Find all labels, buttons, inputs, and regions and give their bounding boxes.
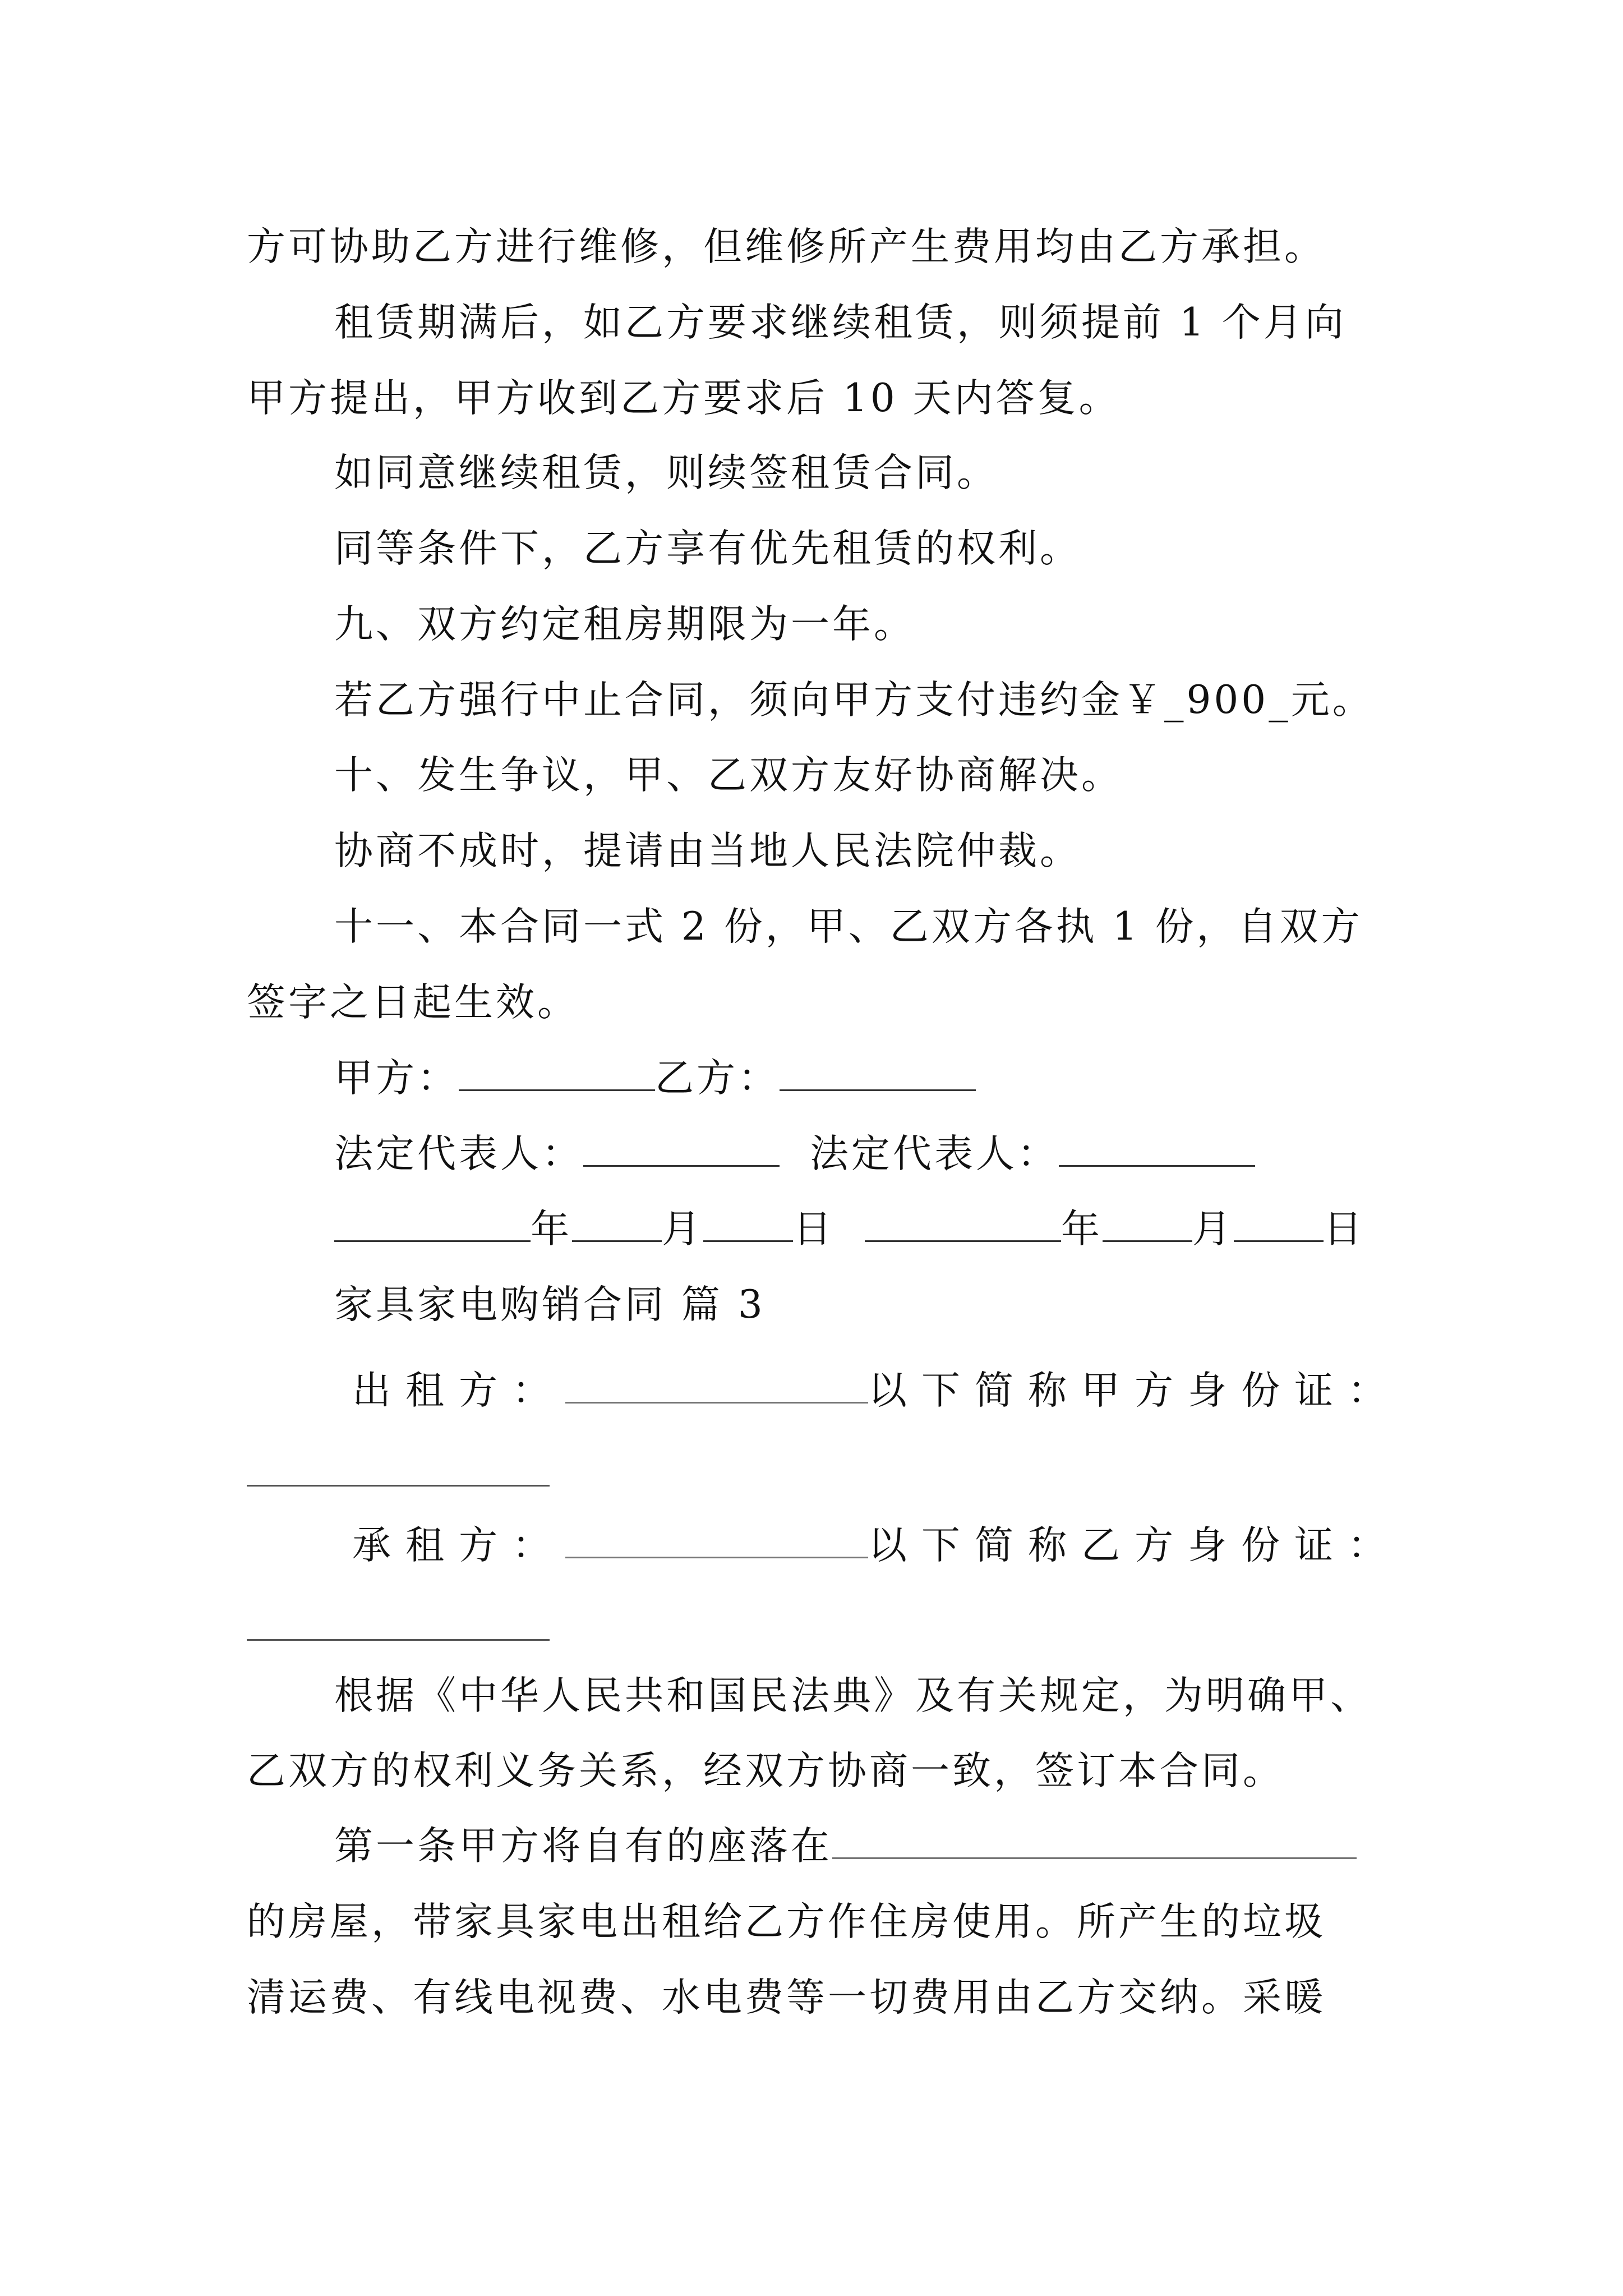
rep-a-label: 法定代表人：: [334, 1131, 583, 1176]
day-label: 日: [1323, 1207, 1365, 1251]
paragraph-line: 同等条件下，乙方享有优先租赁的权利。: [334, 526, 1081, 571]
party-a-blank[interactable]: [459, 1055, 655, 1091]
party-b-blank[interactable]: [780, 1055, 976, 1091]
paragraph-line: 清运费、有线电视费、水电费等一切费用由乙方交纳。采暖: [247, 1975, 1326, 2020]
lessee-name-blank[interactable]: [565, 1522, 868, 1558]
paragraph-line: 九、双方约定租房期限为一年。: [334, 602, 915, 647]
signature-parties-row: [334, 1050, 976, 1106]
article-1-line: [334, 1818, 1357, 1874]
paragraph-line: 方可协助乙方进行维修，但维修所产生费用均由乙方承担。: [247, 224, 1326, 269]
day-b-blank[interactable]: [1234, 1205, 1324, 1242]
paragraph-line: 甲方提出，甲方收到乙方要求后 10 天内答复。: [247, 376, 1121, 421]
lessee-row: [352, 1517, 1401, 1573]
rep-b-label: 法定代表人：: [809, 1131, 1059, 1176]
month-label: 月: [1192, 1207, 1234, 1251]
lessor-id-blank[interactable]: [247, 1485, 550, 1487]
party-b-label: 乙方：: [655, 1056, 780, 1101]
property-location-blank[interactable]: [832, 1823, 1357, 1859]
paragraph-line: 若乙方强行中止合同，须向甲方支付违约金￥_900_元。: [334, 678, 1374, 723]
paragraph-line: 租赁期满后，如乙方要求继续租赁，则须提前 1 个月向: [334, 300, 1347, 345]
rep-b-blank[interactable]: [1059, 1130, 1255, 1167]
paragraph-line: 根据《中华人民共和国民法典》及有关规定，为明确甲、: [334, 1673, 1372, 1718]
lessee-id-blank[interactable]: [247, 1639, 550, 1641]
lessor-row: [352, 1363, 1401, 1419]
paragraph-line: 的房屋，带家具家电出租给乙方作住房使用。所产生的垃圾: [247, 1899, 1326, 1944]
month-a-blank[interactable]: [572, 1205, 662, 1242]
paragraph-line: 签字之日起生效。: [247, 980, 579, 1025]
paragraph-line: 十一、本合同一式 2 份，甲、乙双方各执 1 份，自双方: [334, 904, 1363, 949]
year-label: 年: [531, 1207, 572, 1251]
article-1-prefix: 第一条甲方将自有的座落在: [334, 1824, 832, 1869]
paragraph-line: 协商不成时，提请由当地人民法院仲裁。: [334, 829, 1081, 873]
rep-a-blank[interactable]: [583, 1130, 780, 1167]
day-label: 日: [793, 1207, 834, 1251]
section-title: 家具家电购销合同 篇 3: [334, 1282, 766, 1327]
month-label: 月: [662, 1207, 703, 1251]
month-b-blank[interactable]: [1103, 1205, 1192, 1242]
year-a-blank[interactable]: [334, 1205, 531, 1242]
party-a-label: 甲方：: [334, 1056, 459, 1101]
lessee-suffix: 以下简称乙方身份证：: [868, 1523, 1401, 1568]
lessor-label: 出租方：: [352, 1368, 565, 1413]
paragraph-line: 乙双方的权利义务关系，经双方协商一致，签订本合同。: [247, 1749, 1284, 1793]
paragraph-line: 如同意继续租赁，则续签租赁合同。: [334, 450, 998, 495]
paragraph-line: 十、发生争议，甲、乙双方友好协商解决。: [334, 753, 1123, 798]
year-label: 年: [1061, 1207, 1103, 1251]
lessor-name-blank[interactable]: [565, 1367, 868, 1404]
signature-representatives-row: [334, 1126, 1255, 1182]
lessor-suffix: 以下简称甲方身份证：: [868, 1368, 1401, 1413]
day-a-blank[interactable]: [703, 1205, 793, 1242]
lessee-label: 承租方：: [352, 1523, 565, 1568]
signature-date-row: [334, 1201, 1365, 1257]
year-b-blank[interactable]: [865, 1205, 1061, 1242]
